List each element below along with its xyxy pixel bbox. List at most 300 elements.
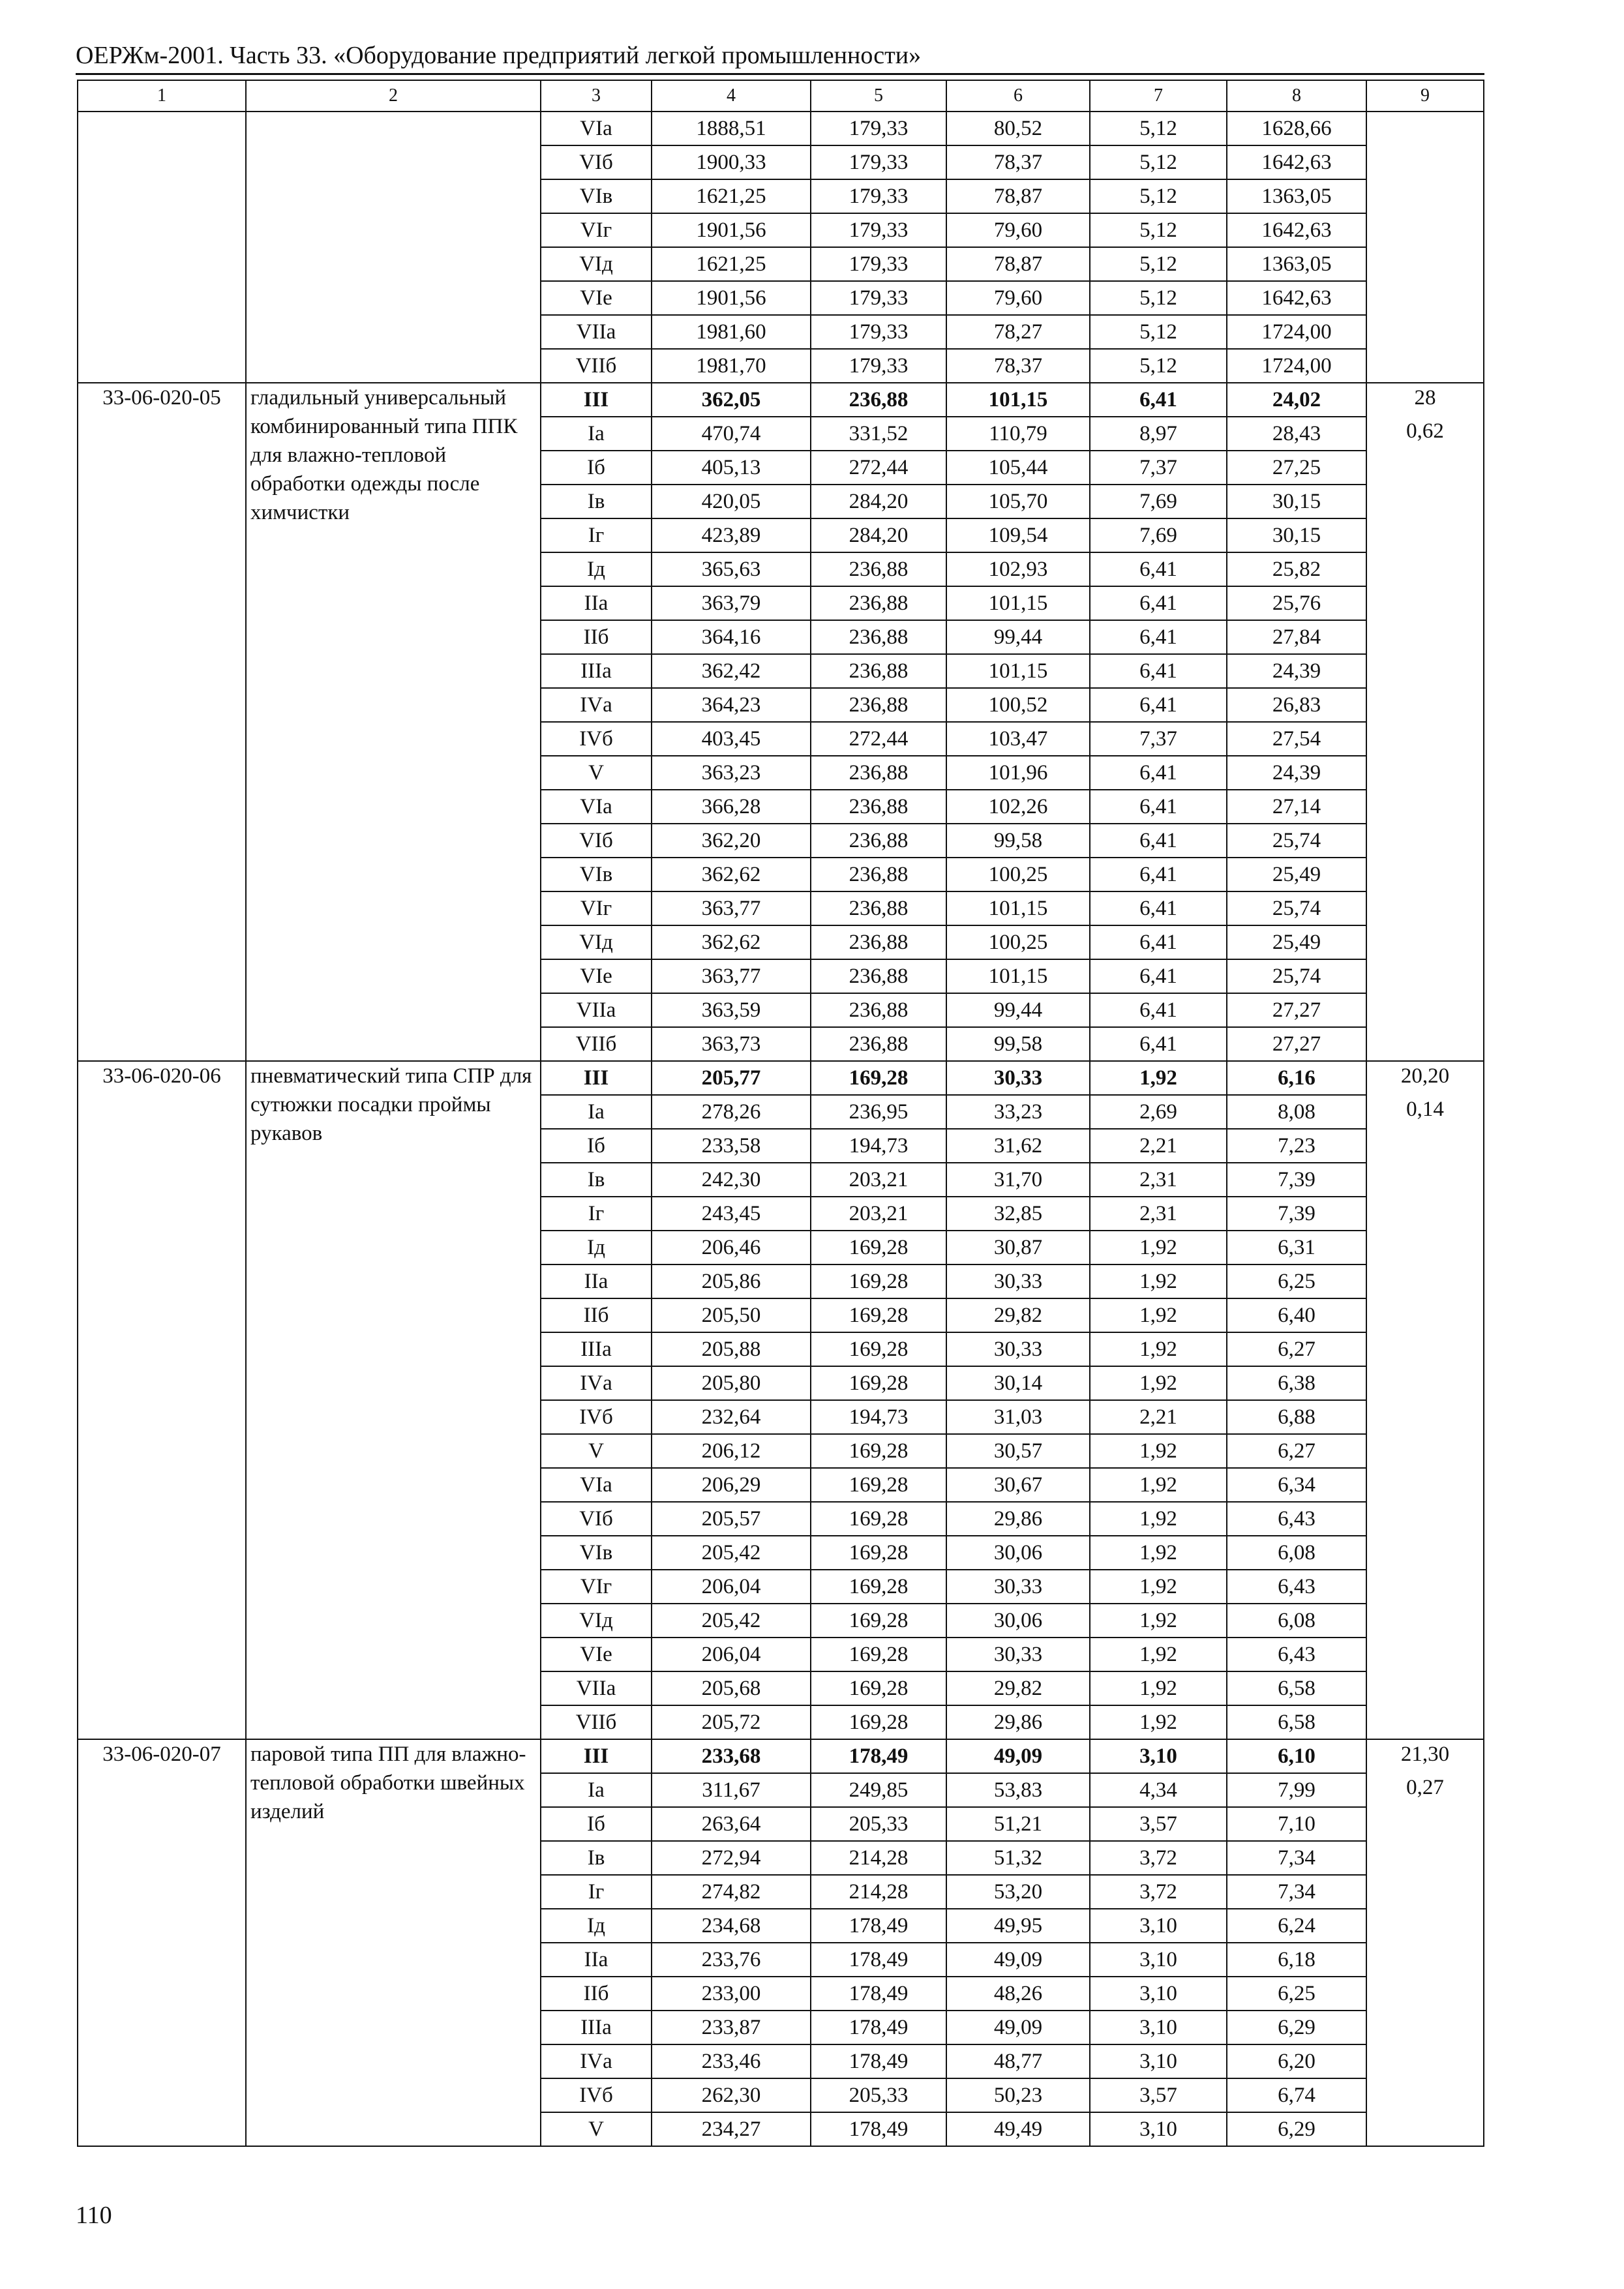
value-cell: 6,27 (1227, 1332, 1366, 1366)
zone-cell: Iд (541, 1909, 652, 1943)
value-cell: 179,33 (811, 112, 946, 145)
value-cell: 236,88 (811, 891, 946, 925)
value-cell: 249,85 (811, 1773, 946, 1807)
zone-cell: Iв (541, 485, 652, 518)
value-cell: 28,43 (1227, 417, 1366, 451)
value-cell: 1,92 (1090, 1705, 1227, 1739)
value-cell: 366,28 (652, 790, 811, 824)
value-cell: 205,77 (652, 1061, 811, 1095)
value-cell: 8,08 (1227, 1095, 1366, 1129)
value-cell: 179,33 (811, 179, 946, 213)
zone-cell: V (541, 1434, 652, 1468)
value-cell: 31,62 (946, 1129, 1090, 1163)
value-cell: 1642,63 (1227, 145, 1366, 179)
value-cell: 7,23 (1227, 1129, 1366, 1163)
value-cell: 178,49 (811, 1943, 946, 1977)
zone-cell: IVа (541, 688, 652, 722)
value-cell: 263,64 (652, 1807, 811, 1841)
column-number: 8 (1227, 80, 1366, 112)
value-cell: 24,39 (1227, 756, 1366, 790)
header-rule (76, 73, 1484, 75)
value-cell: 169,28 (811, 1061, 946, 1095)
value-cell: 243,45 (652, 1197, 811, 1231)
value-cell: 233,68 (652, 1739, 811, 1773)
value-cell: 6,08 (1227, 1536, 1366, 1570)
zone-cell: Iг (541, 1197, 652, 1231)
value-cell: 6,41 (1090, 925, 1227, 959)
value-cell: 25,74 (1227, 824, 1366, 858)
value-cell: 6,41 (1090, 586, 1227, 620)
value-cell: 179,33 (811, 213, 946, 247)
zone-cell: VIIб (541, 1705, 652, 1739)
column-number: 9 (1366, 80, 1484, 112)
value-cell: 236,88 (811, 959, 946, 993)
value-cell: 262,30 (652, 2078, 811, 2112)
zone-cell: VIд (541, 925, 652, 959)
value-cell: 169,28 (811, 1231, 946, 1264)
zone-cell: III (541, 1739, 652, 1773)
value-cell: 205,57 (652, 1502, 811, 1536)
value-cell: 6,41 (1090, 688, 1227, 722)
zone-cell: V (541, 2112, 652, 2146)
value-cell: 3,10 (1090, 1739, 1227, 1773)
value-cell: 102,26 (946, 790, 1090, 824)
value-cell: 102,93 (946, 552, 1090, 586)
zone-cell: IIа (541, 586, 652, 620)
value-cell: 29,82 (946, 1298, 1090, 1332)
value-cell: 99,44 (946, 620, 1090, 654)
value-cell: 179,33 (811, 349, 946, 383)
value-cell: 236,88 (811, 756, 946, 790)
zone-cell: VIIб (541, 349, 652, 383)
page-number: 110 (76, 2202, 112, 2229)
value-cell: 6,43 (1227, 1638, 1366, 1671)
value-cell: 6,41 (1090, 959, 1227, 993)
value-cell: 1724,00 (1227, 349, 1366, 383)
value-cell: 205,42 (652, 1536, 811, 1570)
value-cell: 30,15 (1227, 485, 1366, 518)
value-cell: 30,57 (946, 1434, 1090, 1468)
value-cell: 236,95 (811, 1095, 946, 1129)
value-cell: 1,92 (1090, 1502, 1227, 1536)
value-cell: 205,80 (652, 1366, 811, 1400)
column-number-row (78, 80, 1484, 112)
value-cell: 169,28 (811, 1366, 946, 1400)
value-cell: 1,92 (1090, 1638, 1227, 1671)
value-cell: 27,84 (1227, 620, 1366, 654)
value-cell: 206,04 (652, 1638, 811, 1671)
value-cell: 205,33 (811, 2078, 946, 2112)
value-cell: 30,15 (1227, 518, 1366, 552)
value-cell: 27,27 (1227, 993, 1366, 1027)
value-cell: 48,77 (946, 2044, 1090, 2078)
value-cell: 4,34 (1090, 1773, 1227, 1807)
value-cell: 169,28 (811, 1264, 946, 1298)
column-number: 5 (811, 80, 946, 112)
value-cell: 51,32 (946, 1841, 1090, 1875)
value-cell: 30,67 (946, 1468, 1090, 1502)
value-cell: 5,12 (1090, 247, 1227, 281)
col9-value: 0,27 (1366, 1773, 1484, 2146)
value-cell: 30,06 (946, 1604, 1090, 1638)
zone-cell: IIб (541, 1298, 652, 1332)
value-cell: 24,02 (1227, 383, 1366, 417)
value-cell: 169,28 (811, 1570, 946, 1604)
value-cell: 233,76 (652, 1943, 811, 1977)
value-cell: 78,87 (946, 179, 1090, 213)
value-cell: 178,49 (811, 1739, 946, 1773)
value-cell: 6,29 (1227, 2112, 1366, 2146)
value-cell: 205,50 (652, 1298, 811, 1332)
value-cell: 363,77 (652, 891, 811, 925)
zone-cell: Iд (541, 552, 652, 586)
value-cell: 1900,33 (652, 145, 811, 179)
value-cell: 6,41 (1090, 552, 1227, 586)
value-cell: 1981,70 (652, 349, 811, 383)
value-cell: 3,10 (1090, 2112, 1227, 2146)
zone-cell: IIа (541, 1943, 652, 1977)
zone-cell: VIе (541, 281, 652, 315)
value-cell: 1363,05 (1227, 179, 1366, 213)
value-cell: 179,33 (811, 247, 946, 281)
value-cell: 3,57 (1090, 1807, 1227, 1841)
table-row (78, 383, 1484, 417)
value-cell: 100,25 (946, 858, 1090, 891)
value-cell: 6,41 (1090, 891, 1227, 925)
value-cell: 7,10 (1227, 1807, 1366, 1841)
value-cell: 1621,25 (652, 247, 811, 281)
zone-cell: III (541, 1061, 652, 1095)
value-cell: 6,43 (1227, 1570, 1366, 1604)
value-cell: 26,83 (1227, 688, 1366, 722)
value-cell: 206,29 (652, 1468, 811, 1502)
value-cell: 30,87 (946, 1231, 1090, 1264)
value-cell: 405,13 (652, 451, 811, 485)
value-cell: 100,25 (946, 925, 1090, 959)
value-cell: 169,28 (811, 1671, 946, 1705)
value-cell: 25,82 (1227, 552, 1366, 586)
item-name: гладильный универсальный комбинированный типа ППК для влажно-тепловой обработки одежды после химчистки (246, 383, 541, 1061)
value-cell: 25,74 (1227, 891, 1366, 925)
value-cell: 31,70 (946, 1163, 1090, 1197)
value-cell: 5,12 (1090, 179, 1227, 213)
value-cell: 30,33 (946, 1061, 1090, 1095)
value-cell: 2,21 (1090, 1129, 1227, 1163)
zone-cell: VIа (541, 790, 652, 824)
value-cell: 1642,63 (1227, 213, 1366, 247)
value-cell: 236,88 (811, 586, 946, 620)
value-cell: 6,25 (1227, 1264, 1366, 1298)
value-cell: 99,58 (946, 1027, 1090, 1061)
col9-value: 0,14 (1366, 1095, 1484, 1739)
value-cell: 1901,56 (652, 281, 811, 315)
table-row (78, 112, 1484, 145)
value-cell: 1,92 (1090, 1332, 1227, 1366)
zone-cell: Iа (541, 1095, 652, 1129)
column-number: 7 (1090, 80, 1227, 112)
value-cell: 363,77 (652, 959, 811, 993)
value-cell: 169,28 (811, 1502, 946, 1536)
value-cell: 6,41 (1090, 654, 1227, 688)
value-cell: 53,83 (946, 1773, 1090, 1807)
value-cell: 272,44 (811, 451, 946, 485)
value-cell: 179,33 (811, 315, 946, 349)
value-cell: 363,59 (652, 993, 811, 1027)
value-cell: 233,46 (652, 2044, 811, 2078)
value-cell: 2,69 (1090, 1095, 1227, 1129)
value-cell: 284,20 (811, 518, 946, 552)
zone-cell: III (541, 383, 652, 417)
table-row (78, 1739, 1484, 1773)
value-cell: 78,27 (946, 315, 1090, 349)
value-cell: 233,87 (652, 2011, 811, 2044)
zone-cell: VIIб (541, 1027, 652, 1061)
value-cell: 6,25 (1227, 1977, 1366, 2011)
col9-cell-empty (1366, 112, 1484, 383)
value-cell: 1,92 (1090, 1298, 1227, 1332)
value-cell: 27,54 (1227, 722, 1366, 756)
value-cell: 99,58 (946, 824, 1090, 858)
value-cell: 31,03 (946, 1400, 1090, 1434)
value-cell: 99,44 (946, 993, 1090, 1027)
zone-cell: IIIа (541, 2011, 652, 2044)
value-cell: 1,92 (1090, 1604, 1227, 1638)
zone-cell: VIIа (541, 315, 652, 349)
col9-value: 21,30 (1366, 1739, 1484, 1773)
value-cell: 362,62 (652, 925, 811, 959)
value-cell: 3,72 (1090, 1875, 1227, 1909)
value-cell: 1,92 (1090, 1536, 1227, 1570)
value-cell: 194,73 (811, 1400, 946, 1434)
value-cell: 30,33 (946, 1332, 1090, 1366)
value-cell: 1,92 (1090, 1264, 1227, 1298)
value-cell: 169,28 (811, 1638, 946, 1671)
value-cell: 179,33 (811, 281, 946, 315)
value-cell: 6,41 (1090, 620, 1227, 654)
value-cell: 169,28 (811, 1705, 946, 1739)
item-name: паровой типа ПП для влажно-тепловой обработки швейных изделий (246, 1739, 541, 2146)
value-cell: 6,41 (1090, 383, 1227, 417)
col9-value: 0,62 (1366, 417, 1484, 1061)
value-cell: 3,72 (1090, 1841, 1227, 1875)
value-cell: 6,74 (1227, 2078, 1366, 2112)
code-cell-empty (78, 112, 246, 383)
value-cell: 179,33 (811, 145, 946, 179)
value-cell: 25,49 (1227, 925, 1366, 959)
zone-cell: Iг (541, 1875, 652, 1909)
value-cell: 365,63 (652, 552, 811, 586)
value-cell: 6,43 (1227, 1502, 1366, 1536)
value-cell: 25,49 (1227, 858, 1366, 891)
value-cell: 2,31 (1090, 1163, 1227, 1197)
value-cell: 29,82 (946, 1671, 1090, 1705)
value-cell: 205,72 (652, 1705, 811, 1739)
value-cell: 3,10 (1090, 1977, 1227, 2011)
zone-cell: Iг (541, 518, 652, 552)
value-cell: 203,21 (811, 1197, 946, 1231)
value-cell: 1981,60 (652, 315, 811, 349)
value-cell: 6,58 (1227, 1705, 1366, 1739)
value-cell: 362,20 (652, 824, 811, 858)
value-cell: 234,68 (652, 1909, 811, 1943)
value-cell: 7,69 (1090, 485, 1227, 518)
value-cell: 49,49 (946, 2112, 1090, 2146)
value-cell: 169,28 (811, 1468, 946, 1502)
value-cell: 7,69 (1090, 518, 1227, 552)
zone-cell: VIб (541, 145, 652, 179)
value-cell: 236,88 (811, 552, 946, 586)
value-cell: 109,54 (946, 518, 1090, 552)
value-cell: 232,64 (652, 1400, 811, 1434)
col9-value: 20,20 (1366, 1061, 1484, 1095)
value-cell: 101,15 (946, 383, 1090, 417)
column-number: 6 (946, 80, 1090, 112)
value-cell: 233,00 (652, 1977, 811, 2011)
value-cell: 51,21 (946, 1807, 1090, 1841)
value-cell: 53,20 (946, 1875, 1090, 1909)
value-cell: 206,12 (652, 1434, 811, 1468)
value-cell: 50,23 (946, 2078, 1090, 2112)
value-cell: 206,46 (652, 1231, 811, 1264)
zone-cell: V (541, 756, 652, 790)
value-cell: 363,23 (652, 756, 811, 790)
table-body (78, 80, 1484, 2146)
name-cell-empty (246, 112, 541, 383)
value-cell: 234,27 (652, 2112, 811, 2146)
value-cell: 49,09 (946, 1739, 1090, 1773)
zone-cell: Iв (541, 1841, 652, 1875)
zone-cell: VIа (541, 112, 652, 145)
value-cell: 364,16 (652, 620, 811, 654)
value-cell: 6,41 (1090, 756, 1227, 790)
value-cell: 6,10 (1227, 1739, 1366, 1773)
value-cell: 178,49 (811, 2044, 946, 2078)
value-cell: 7,39 (1227, 1197, 1366, 1231)
zone-cell: VIв (541, 1536, 652, 1570)
value-cell: 79,60 (946, 281, 1090, 315)
value-cell: 30,33 (946, 1264, 1090, 1298)
zone-cell: VIг (541, 891, 652, 925)
value-cell: 8,97 (1090, 417, 1227, 451)
value-cell: 7,34 (1227, 1875, 1366, 1909)
value-cell: 169,28 (811, 1298, 946, 1332)
value-cell: 101,15 (946, 586, 1090, 620)
value-cell: 169,28 (811, 1434, 946, 1468)
value-cell: 236,88 (811, 688, 946, 722)
value-cell: 272,94 (652, 1841, 811, 1875)
zone-cell: Iа (541, 417, 652, 451)
value-cell: 5,12 (1090, 349, 1227, 383)
value-cell: 1,92 (1090, 1366, 1227, 1400)
value-cell: 1,92 (1090, 1434, 1227, 1468)
value-cell: 178,49 (811, 2112, 946, 2146)
value-cell: 3,10 (1090, 1909, 1227, 1943)
zone-cell: VIд (541, 247, 652, 281)
value-cell: 205,33 (811, 1807, 946, 1841)
value-cell: 101,15 (946, 891, 1090, 925)
zone-cell: VIIа (541, 993, 652, 1027)
value-cell: 30,33 (946, 1638, 1090, 1671)
value-cell: 6,41 (1090, 790, 1227, 824)
zone-cell: VIг (541, 1570, 652, 1604)
value-cell: 105,70 (946, 485, 1090, 518)
zone-cell: VIв (541, 858, 652, 891)
value-cell: 205,88 (652, 1332, 811, 1366)
zone-cell: VIе (541, 959, 652, 993)
zone-cell: IIб (541, 1977, 652, 2011)
value-cell: 420,05 (652, 485, 811, 518)
zone-cell: IVб (541, 2078, 652, 2112)
value-cell: 101,15 (946, 654, 1090, 688)
value-cell: 3,10 (1090, 2044, 1227, 2078)
zone-cell: VIв (541, 179, 652, 213)
value-cell: 236,88 (811, 654, 946, 688)
zone-cell: VIд (541, 1604, 652, 1638)
item-code: 33-06-020-05 (78, 383, 246, 1061)
item-name: пневматический типа СПР для сутюжки посадки проймы рукавов (246, 1061, 541, 1739)
value-cell: 470,74 (652, 417, 811, 451)
value-cell: 1724,00 (1227, 315, 1366, 349)
value-cell: 103,47 (946, 722, 1090, 756)
zone-cell: IIа (541, 1264, 652, 1298)
value-cell: 30,33 (946, 1570, 1090, 1604)
value-cell: 6,58 (1227, 1671, 1366, 1705)
value-cell: 78,87 (946, 247, 1090, 281)
value-cell: 233,58 (652, 1129, 811, 1163)
zone-cell: VIб (541, 1502, 652, 1536)
item-code: 33-06-020-07 (78, 1739, 246, 2146)
value-cell: 214,28 (811, 1841, 946, 1875)
value-cell: 27,27 (1227, 1027, 1366, 1061)
zone-cell: IIб (541, 620, 652, 654)
value-cell: 6,41 (1090, 858, 1227, 891)
value-cell: 311,67 (652, 1773, 811, 1807)
value-cell: 100,52 (946, 688, 1090, 722)
value-cell: 7,39 (1227, 1163, 1366, 1197)
zone-cell: Iб (541, 1129, 652, 1163)
value-cell: 6,41 (1090, 824, 1227, 858)
value-cell: 24,39 (1227, 654, 1366, 688)
value-cell: 25,76 (1227, 586, 1366, 620)
zone-cell: IVа (541, 2044, 652, 2078)
value-cell: 178,49 (811, 2011, 946, 2044)
zone-cell: Iб (541, 451, 652, 485)
value-cell: 78,37 (946, 349, 1090, 383)
value-cell: 5,12 (1090, 213, 1227, 247)
value-cell: 1901,56 (652, 213, 811, 247)
value-cell: 278,26 (652, 1095, 811, 1129)
value-cell: 29,86 (946, 1502, 1090, 1536)
value-cell: 6,24 (1227, 1909, 1366, 1943)
value-cell: 362,05 (652, 383, 811, 417)
value-cell: 78,37 (946, 145, 1090, 179)
value-cell: 206,04 (652, 1570, 811, 1604)
value-cell: 1,92 (1090, 1468, 1227, 1502)
value-cell: 1621,25 (652, 179, 811, 213)
column-number: 3 (541, 80, 652, 112)
value-cell: 5,12 (1090, 145, 1227, 179)
value-cell: 236,88 (811, 824, 946, 858)
value-cell: 1,92 (1090, 1570, 1227, 1604)
value-cell: 5,12 (1090, 315, 1227, 349)
value-cell: 6,20 (1227, 2044, 1366, 2078)
value-cell: 105,44 (946, 451, 1090, 485)
value-cell: 236,88 (811, 858, 946, 891)
item-code: 33-06-020-06 (78, 1061, 246, 1739)
value-cell: 27,25 (1227, 451, 1366, 485)
value-cell: 205,86 (652, 1264, 811, 1298)
zone-cell: Iа (541, 1773, 652, 1807)
